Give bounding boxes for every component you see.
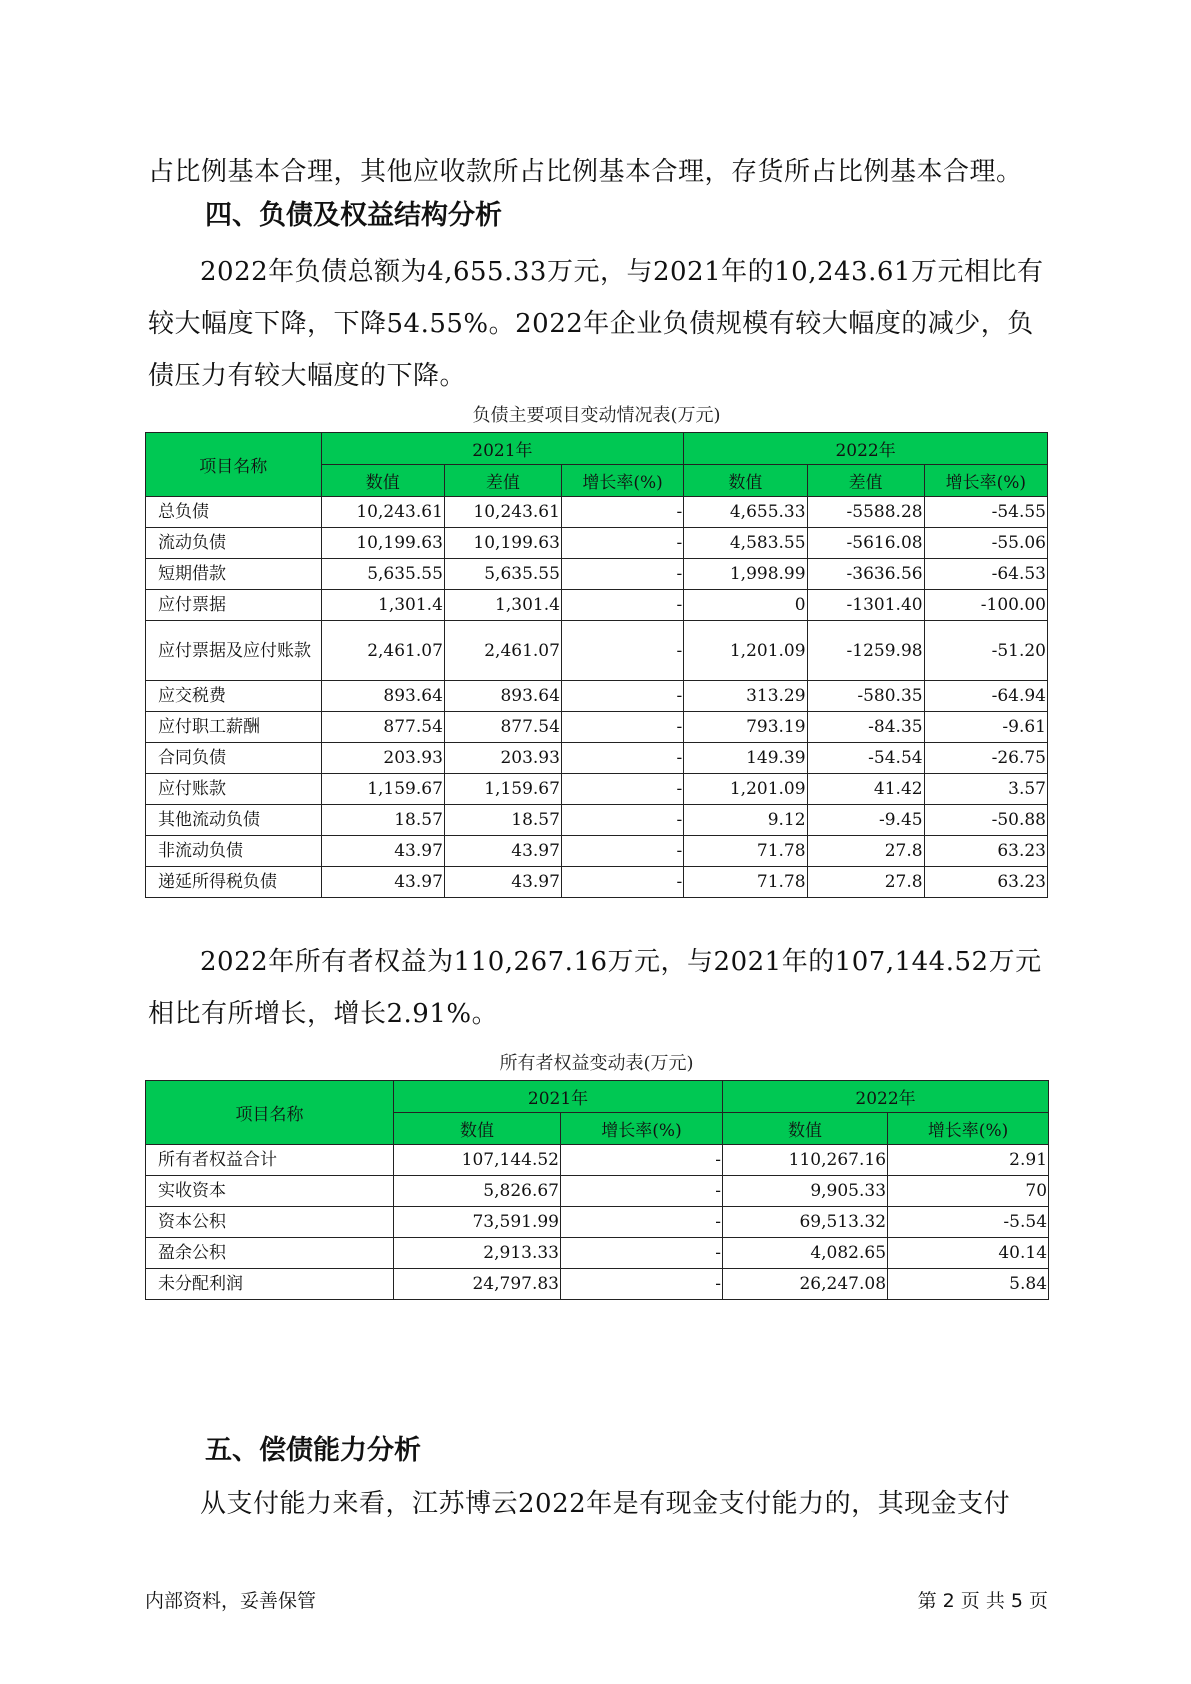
row-value-cell: 5,826.67 [394,1176,561,1207]
section-heading-liabilities-equity: 四、负债及权益结构分析 [205,200,502,231]
row-value-cell: 10,199.63 [321,528,444,559]
row-value-cell: 27.8 [807,836,924,867]
row-value-cell: 43.97 [444,867,561,898]
row-item-name: 合同负债 [146,743,322,774]
row-value-cell: 1,201.09 [684,621,807,681]
table-row [146,774,1048,805]
col-header: 增长率(%) [561,1113,723,1145]
row-value-cell: -64.53 [924,559,1047,590]
table-row [146,621,1048,681]
row-value-cell: 1,159.67 [444,774,561,805]
row-value-cell: 71.78 [684,836,807,867]
row-value-cell: 40.14 [888,1238,1049,1269]
col-header: 增长率(%) [924,465,1047,497]
row-value-cell: 2,913.33 [394,1238,561,1269]
row-value-cell: -84.35 [807,712,924,743]
row-value-cell: 69,513.32 [723,1207,888,1238]
item-name-header: 项目名称 [146,1081,394,1145]
row-value-cell: - [561,1176,723,1207]
row-value-cell: 893.64 [444,681,561,712]
row-item-name: 应付职工薪酬 [146,712,322,743]
row-value-cell: 24,797.83 [394,1269,561,1300]
row-value-cell: 877.54 [321,712,444,743]
row-item-name: 应付账款 [146,774,322,805]
row-value-cell: 2.91 [888,1145,1049,1176]
row-value-cell: 4,082.65 [723,1238,888,1269]
row-value-cell: - [561,743,683,774]
row-value-cell: 313.29 [684,681,807,712]
row-value-cell: 73,591.99 [394,1207,561,1238]
row-value-cell: 793.19 [684,712,807,743]
table-row [146,836,1048,867]
year-2022-header: 2022年 [684,433,1048,465]
row-value-cell: - [561,528,683,559]
row-value-cell: 9.12 [684,805,807,836]
paragraph-liabilities-summary: 2022年负债总额为4,655.33万元，与2021年的10,243.61万元相比有较大幅度下降，下降54.55%。2022年企业负债规模有较大幅度的减少，负债压力有较大幅度的下降。 [148,257,1044,391]
row-item-name: 未分配利润 [146,1269,394,1300]
row-value-cell: 26,247.08 [723,1269,888,1300]
col-header: 数值 [723,1113,888,1145]
table-row [146,1176,1049,1207]
col-header: 数值 [321,465,444,497]
row-value-cell: 70 [888,1176,1049,1207]
row-value-cell: 27.8 [807,867,924,898]
row-value-cell: 43.97 [444,836,561,867]
row-value-cell: 4,583.55 [684,528,807,559]
col-header: 差值 [444,465,561,497]
row-value-cell: - [561,681,683,712]
row-value-cell: - [561,559,683,590]
row-value-cell: 10,199.63 [444,528,561,559]
row-value-cell: 1,998.99 [684,559,807,590]
section-heading-solvency: 五、偿债能力分析 [205,1435,421,1466]
table-row [146,867,1048,898]
row-value-cell: -50.88 [924,805,1047,836]
row-value-cell: - [561,497,683,528]
col-header: 增长率(%) [888,1113,1049,1145]
row-value-cell: -54.55 [924,497,1047,528]
row-value-cell: -100.00 [924,590,1047,621]
row-value-cell: - [561,1269,723,1300]
row-value-cell: 203.93 [321,743,444,774]
paragraph-continued: 占比例基本合理，其他应收款所占比例基本合理，存货所占比例基本合理。 [148,157,1023,187]
row-value-cell: - [561,1207,723,1238]
row-value-cell: -9.61 [924,712,1047,743]
table-row [146,590,1048,621]
row-value-cell: 71.78 [684,867,807,898]
row-value-cell: 43.97 [321,867,444,898]
year-2021-header: 2021年 [321,433,684,465]
row-value-cell: 5,635.55 [321,559,444,590]
col-header: 数值 [394,1113,561,1145]
row-value-cell: 63.23 [924,867,1047,898]
row-value-cell: - [561,774,683,805]
row-value-cell: 10,243.61 [321,497,444,528]
table-row [146,1269,1049,1300]
row-value-cell: -5616.08 [807,528,924,559]
row-value-cell: 1,201.09 [684,774,807,805]
row-value-cell: 1,159.67 [321,774,444,805]
row-item-name: 应交税费 [146,681,322,712]
row-item-name: 资本公积 [146,1207,394,1238]
table-row [146,559,1048,590]
row-value-cell: 63.23 [924,836,1047,867]
row-value-cell: - [561,712,683,743]
row-value-cell: 9,905.33 [723,1176,888,1207]
year-2021-header: 2021年 [394,1081,723,1113]
row-value-cell: - [561,621,683,681]
row-item-name: 盈余公积 [146,1238,394,1269]
row-value-cell: -5.54 [888,1207,1049,1238]
footer-confidential-note: 内部资料，妥善保管 [145,1590,317,1612]
row-item-name: 所有者权益合计 [146,1145,394,1176]
col-header: 数值 [684,465,807,497]
row-item-name: 非流动负债 [146,836,322,867]
row-value-cell: 10,243.61 [444,497,561,528]
paragraph-equity-summary: 2022年所有者权益为110,267.16万元，与2021年的107,144.52万元相比有所增长，增长2.91%。 [148,947,1042,1029]
row-value-cell: 1,301.4 [321,590,444,621]
row-value-cell: 43.97 [321,836,444,867]
footer-page-number: 第 2 页 共 5 页 [917,1590,1048,1612]
row-value-cell: 18.57 [444,805,561,836]
row-value-cell: - [561,805,683,836]
row-value-cell: 18.57 [321,805,444,836]
table-row [146,1207,1049,1238]
row-value-cell: 41.42 [807,774,924,805]
table-row [146,1145,1049,1176]
row-value-cell: - [561,836,683,867]
table-row [146,1238,1049,1269]
row-item-name: 总负债 [146,497,322,528]
row-value-cell: 3.57 [924,774,1047,805]
row-value-cell: - [561,1238,723,1269]
row-value-cell: 893.64 [321,681,444,712]
table-row [146,681,1048,712]
row-item-name: 应付票据及应付账款 [146,621,322,681]
row-value-cell: - [561,590,683,621]
row-value-cell: -64.94 [924,681,1047,712]
paragraph-payment-capacity: 从支付能力来看，江苏博云2022年是有现金支付能力的，其现金支付 [200,1489,1011,1519]
table-caption-liabilities: 负债主要项目变动情况表(万元) [472,405,721,426]
row-value-cell: -1259.98 [807,621,924,681]
table-row [146,743,1048,774]
row-value-cell: -54.54 [807,743,924,774]
equity-table [145,1080,1049,1300]
row-item-name: 递延所得税负债 [146,867,322,898]
row-value-cell: 5.84 [888,1269,1049,1300]
year-2022-header: 2022年 [723,1081,1049,1113]
row-value-cell: 1,301.4 [444,590,561,621]
row-value-cell: -51.20 [924,621,1047,681]
row-value-cell: 203.93 [444,743,561,774]
row-item-name: 其他流动负债 [146,805,322,836]
row-value-cell: - [561,867,683,898]
liabilities-table [145,432,1048,898]
row-value-cell: 877.54 [444,712,561,743]
row-value-cell: 2,461.07 [321,621,444,681]
row-value-cell: -26.75 [924,743,1047,774]
row-value-cell: 110,267.16 [723,1145,888,1176]
row-value-cell: 0 [684,590,807,621]
row-value-cell: 107,144.52 [394,1145,561,1176]
col-header: 增长率(%) [561,465,683,497]
row-item-name: 短期借款 [146,559,322,590]
row-value-cell: -5588.28 [807,497,924,528]
row-value-cell: 2,461.07 [444,621,561,681]
row-item-name: 实收资本 [146,1176,394,1207]
row-value-cell: -3636.56 [807,559,924,590]
table-caption-equity: 所有者权益变动表(万元) [499,1053,694,1074]
row-value-cell: -9.45 [807,805,924,836]
row-value-cell: - [561,1145,723,1176]
row-value-cell: 149.39 [684,743,807,774]
table-row [146,528,1048,559]
table-row [146,805,1048,836]
col-header: 差值 [807,465,924,497]
table-row [146,497,1048,528]
row-value-cell: -1301.40 [807,590,924,621]
table-row [146,712,1048,743]
row-value-cell: -580.35 [807,681,924,712]
row-value-cell: 4,655.33 [684,497,807,528]
row-value-cell: -55.06 [924,528,1047,559]
row-item-name: 流动负债 [146,528,322,559]
item-name-header: 项目名称 [146,433,322,497]
row-item-name: 应付票据 [146,590,322,621]
row-value-cell: 5,635.55 [444,559,561,590]
